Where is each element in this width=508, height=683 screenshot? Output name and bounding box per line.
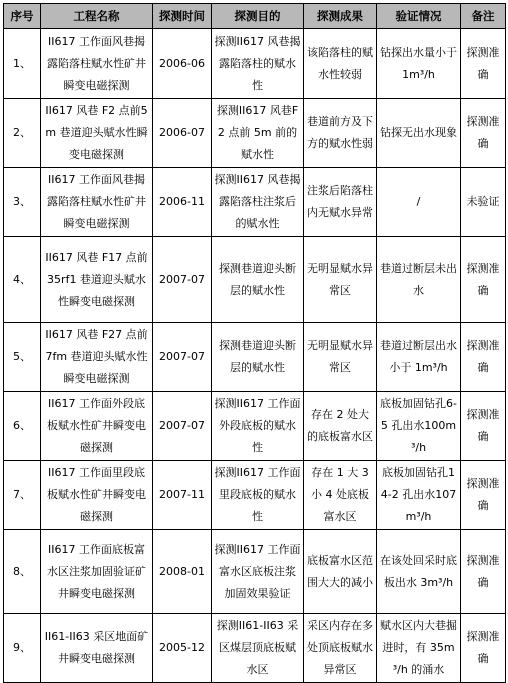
cell-verify: 钻探出水量小于 1m³/h (377, 29, 461, 99)
cell-time: 2005-12 (153, 614, 212, 683)
cell-verify: 底板加固钻孔6-5 孔出水100m³/h (377, 392, 461, 461)
cell-name: II617 风巷 F27 点前7fm 巷道迎头赋水性瞬变电磁探测 (41, 323, 153, 392)
header-name: 工程名称 (41, 4, 153, 29)
cell-purpose: 探测II617 风巷揭露陷落柱的赋水性 (212, 29, 304, 99)
table-row (4, 168, 506, 237)
cell-no: 7、 (4, 461, 41, 530)
cell-no: 1、 (4, 29, 41, 99)
cell-purpose: 探测II617 工作面里段底板的赋水性 (212, 461, 304, 530)
cell-purpose: 探测II617 风巷揭露陷落柱注浆后的赋水性 (212, 168, 304, 237)
cell-purpose: 探测II617 工作面外段底板的赋水性 (212, 392, 304, 461)
header-result: 探测成果 (304, 4, 377, 29)
cell-remark: 未验证 (461, 168, 506, 237)
table-row (4, 530, 506, 614)
cell-name: II61-II63 采区地面矿井瞬变电磁探测 (41, 614, 153, 683)
cell-name: II617 工作面外段底板赋水性矿井瞬变电磁探测 (41, 392, 153, 461)
cell-no: 3、 (4, 168, 41, 237)
cell-time: 2008-01 (153, 530, 212, 614)
cell-purpose: 探测II61-II63 采区煤层顶底板赋水区 (212, 614, 304, 683)
cell-remark: 探测准确 (461, 392, 506, 461)
cell-verify: 巷道过断层未出水 (377, 237, 461, 323)
cell-purpose: 探测II617 工作面富水区底板注浆加固效果验证 (212, 530, 304, 614)
cell-verify: 在该处回采时底板出水 3m³/h (377, 530, 461, 614)
cell-result: 注浆后陷落柱内无赋水异常 (304, 168, 377, 237)
cell-name: II617 工作面风巷揭露陷落柱赋水性矿井瞬变电磁探测 (41, 29, 153, 99)
cell-remark: 探测准确 (461, 29, 506, 99)
header-no: 序号 (4, 4, 41, 29)
table-row (4, 237, 506, 323)
cell-time: 2006-11 (153, 168, 212, 237)
cell-remark: 探测准确 (461, 99, 506, 168)
cell-time: 2006-07 (153, 99, 212, 168)
cell-remark: 探测准确 (461, 461, 506, 530)
cell-result: 无明显赋水异常区 (304, 237, 377, 323)
header-verify: 验证情况 (377, 4, 461, 29)
header-time: 探测时间 (153, 4, 212, 29)
header-remark: 备注 (461, 4, 506, 29)
cell-result: 底板富水区范围大大的减小 (304, 530, 377, 614)
cell-verify: 赋水区内大巷掘进时，有 35m³/h 的涌水 (377, 614, 461, 683)
cell-name: II617 风巷 F17 点前 35rf1 巷道迎头赋水性瞬变电磁探测 (41, 237, 153, 323)
cell-name: II617 工作面风巷揭露陷落柱赋水性矿井瞬变电磁探测 (41, 168, 153, 237)
cell-time: 2007-07 (153, 323, 212, 392)
cell-remark: 探测准确 (461, 237, 506, 323)
table-row (4, 614, 506, 683)
cell-result: 巷道前方及下方的赋水性弱 (304, 99, 377, 168)
cell-no: 2、 (4, 99, 41, 168)
cell-verify: / (377, 168, 461, 237)
engineering-table (3, 3, 506, 683)
cell-name: II617 工作面里段底板赋水性矿井瞬变电磁探测 (41, 461, 153, 530)
cell-name: II617 风巷 F2 点前5m 巷道迎头赋水性瞬变电磁探测 (41, 99, 153, 168)
table-row (4, 323, 506, 392)
cell-time: 2006-06 (153, 29, 212, 99)
header-row (4, 4, 506, 29)
cell-result: 存在 2 处大的底板富水区 (304, 392, 377, 461)
cell-time: 2007-11 (153, 461, 212, 530)
cell-verify: 底板加固钻孔14-2 孔出水107m³/h (377, 461, 461, 530)
cell-time: 2007-07 (153, 392, 212, 461)
cell-no: 5、 (4, 323, 41, 392)
cell-result: 存在 1 大 3 小 4 处底板富水区 (304, 461, 377, 530)
cell-verify: 钻探无出水现象 (377, 99, 461, 168)
cell-purpose: 探测巷道迎头断层的赋水性 (212, 323, 304, 392)
cell-result: 采区内存在多处顶底板赋水异常区 (304, 614, 377, 683)
table-row (4, 392, 506, 461)
cell-no: 4、 (4, 237, 41, 323)
cell-remark: 探测准确 (461, 614, 506, 683)
cell-remark: 探测准确 (461, 323, 506, 392)
cell-result: 该陷落柱的赋水性较弱 (304, 29, 377, 99)
table-row (4, 461, 506, 530)
cell-no: 8、 (4, 530, 41, 614)
cell-remark: 探测准确 (461, 530, 506, 614)
cell-result: 无明显赋水异常区 (304, 323, 377, 392)
cell-verify: 巷道过断层出水小于 1m³/h (377, 323, 461, 392)
cell-time: 2007-07 (153, 237, 212, 323)
cell-purpose: 探测巷道迎头断层的赋水性 (212, 237, 304, 323)
table-row (4, 29, 506, 99)
cell-name: II617 工作面底板富水区注浆加固验证矿井瞬变电磁探测 (41, 530, 153, 614)
table-row (4, 99, 506, 168)
cell-no: 9、 (4, 614, 41, 683)
cell-no: 6、 (4, 392, 41, 461)
cell-purpose: 探测II617 风巷F2 点前 5m 前的赋水性 (212, 99, 304, 168)
header-purpose: 探测目的 (212, 4, 304, 29)
